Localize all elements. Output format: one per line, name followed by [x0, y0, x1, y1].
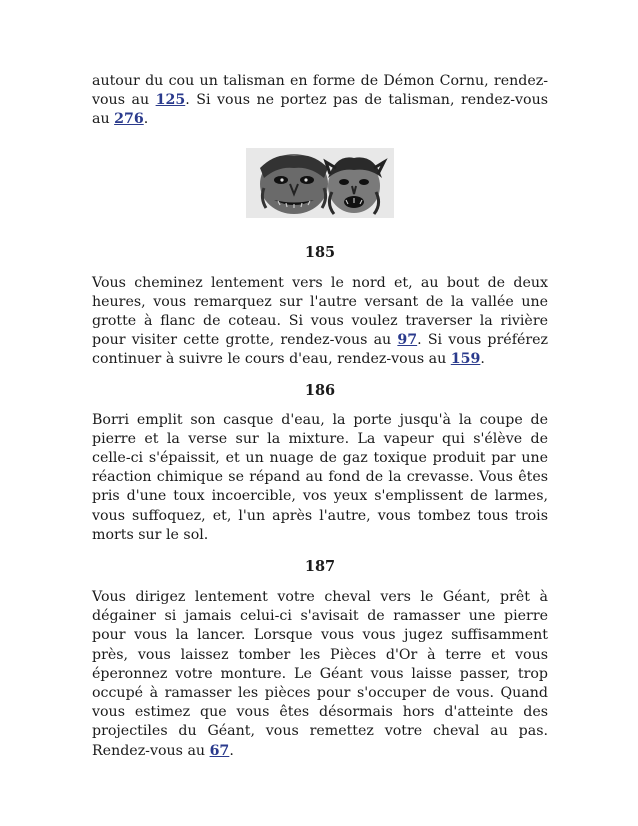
link-125[interactable]: 125	[155, 92, 186, 109]
intro-text: . Si vous ne portez pas de talisman, rendez-vous au	[92, 92, 549, 128]
intro-text: autour du cou un talisman en forme de Démon Cornu, rendez-vous au	[92, 73, 548, 109]
section-text: Vous cheminez lentement vers le nord et, au bout de deux heures, vous remarquez sur l'autre versant de la vallée une grotte à flanc de coteau. Si vous voulez traverser la rivière pour visiter cette grotte, rendez-vous au	[92, 274, 548, 349]
document-page	[92, 72, 548, 761]
link-97[interactable]: 97	[397, 332, 418, 349]
section-number-187: 187	[304, 558, 336, 576]
section-text: Vous dirigez lentement votre cheval vers le Géant, prêt à dégainer si jamais celui-ci s'avisait de ramasser une pierre pour vous la lancer. Lorsque vous vous jugez suffisamment près, vous laissez tomber les Pièces d'Or à terre et vous éperonnez votre monture. Le Géant vous laisse passer, trop occupé à ramasser les pièces pour s'occuper de vous. Quand vous estimez que vous êtes désormais hors d'atteinte des projectiles du Géant, vous remettez votre cheval au pas. Rendez-vous au	[92, 589, 548, 759]
section-number-185: 185	[304, 243, 336, 261]
demon-faces-illustration-icon	[246, 148, 394, 218]
link-159[interactable]: 159	[450, 351, 481, 368]
section-185-paragraph	[92, 274, 548, 370]
section-187-paragraph	[92, 588, 548, 761]
section-text: .	[480, 351, 485, 368]
section-186-paragraph: Borri emplit son casque d'eau, la porte jusqu'à la coupe de pierre et la verse sur la mixture. La vapeur qui s'élève de celle-ci s'épaissit, et un nuage de gaz toxique produit par une réaction chimique se répand au fond de la crevasse. Vous êtes pris d'une toux incoercible, vos yeux s'emplissent de larmes, vous suffoquez, et, l'un après l'autre, vous tombez tous trois morts sur le sol.	[92, 411, 548, 543]
section-text: . Si vous préférez continuer à suivre le cours d'eau, rendez-vous au	[92, 332, 548, 368]
link-67[interactable]: 67	[209, 742, 230, 759]
intro-text: .	[143, 111, 149, 128]
link-276[interactable]: 276	[114, 111, 144, 128]
section-number-186: 186	[304, 381, 336, 399]
section-text: .	[229, 742, 234, 759]
intro-paragraph	[92, 72, 548, 130]
